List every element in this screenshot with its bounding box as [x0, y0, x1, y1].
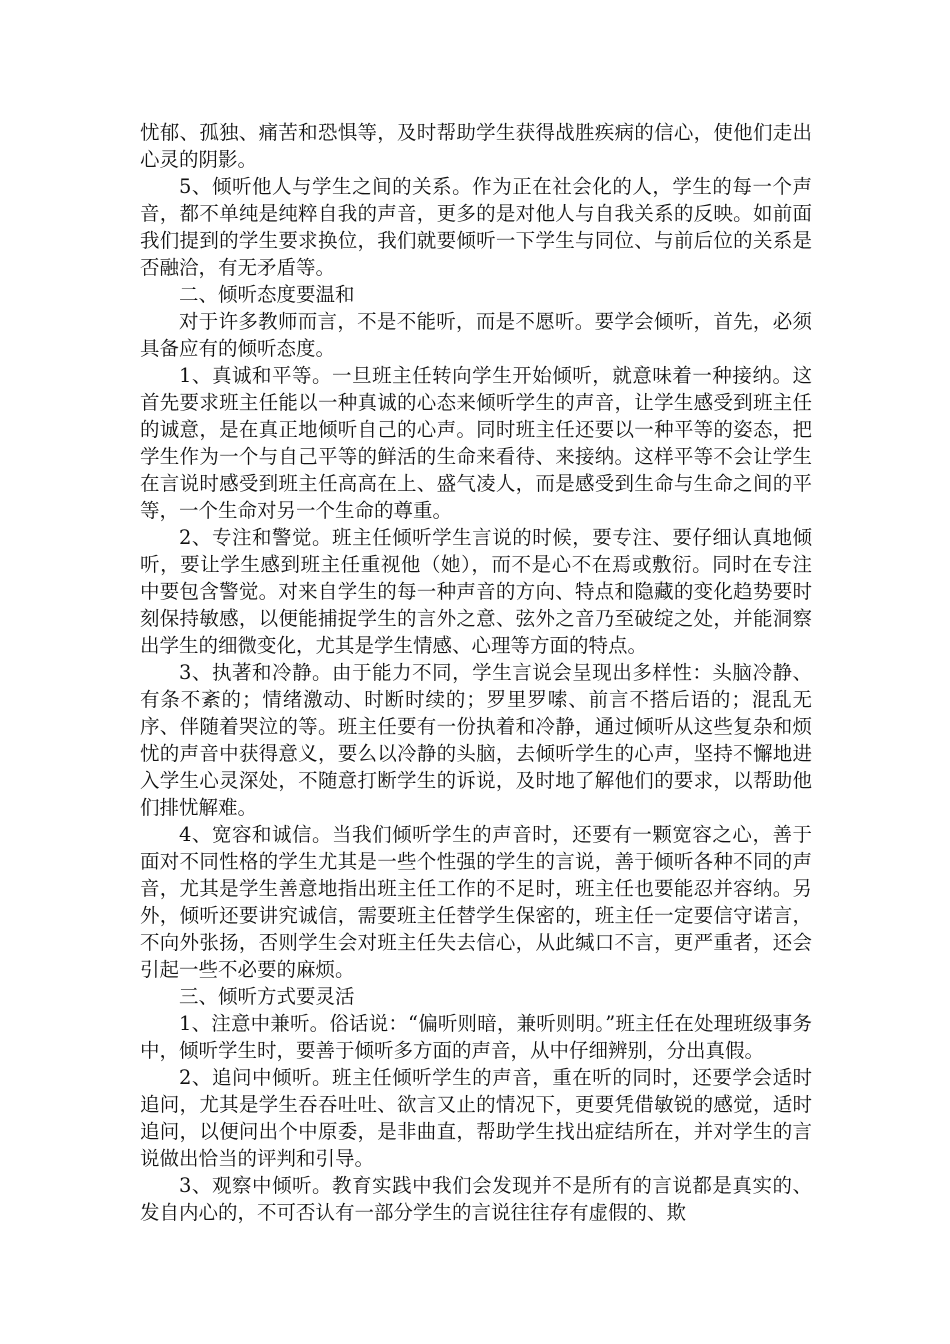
paragraph-method-1: 1、注意中兼听。俗话说：“偏听则暗，兼听则明。”班主任在处理班级事务中，倾听学生时，要善于倾听多方面的声音，从中仔细辨别，分出真假。 [140, 1012, 812, 1062]
paragraph-attitude-2: 2、专注和警觉。班主任倾听学生言说的时候，要专注、要仔细认真地倾听，要让学生感到班主任重视他（她），而不是心不在焉或敷衍。同时在专注中要包含警觉。对来自学生的每一种声音的方向、特点和隐藏的变化趋势要时刻保持敏感，以便能捕捉学生的言外之意、弦外之音乃至破绽之处，并能洞察出学生的细微变化，尤其是学生情感、心理等方面的特点。 [140, 526, 812, 657]
paragraph-continuation: 忧郁、孤独、痛苦和恐惧等，及时帮助学生获得战胜疾病的信心，使他们走出心灵的阴影。 [140, 121, 812, 171]
paragraph-method-3: 3、观察中倾听。教育实践中我们会发现并不是所有的言说都是真实的、发自内心的，不可否认有一部分学生的言说往往存有虚假的、欺 [140, 1174, 812, 1224]
paragraph-item-5: 5、倾听他人与学生之间的关系。作为正在社会化的人，学生的每一个声音，都不单纯是纯粹自我的声音，更多的是对他人与自我关系的反映。如前面我们提到的学生要求换位，我们就要倾听一下学生与同位、与前后位的关系是否融洽，有无矛盾等。 [140, 175, 812, 279]
paragraph-attitude-4: 4、宽容和诚信。当我们倾听学生的声音时，还要有一颗宽容之心，善于面对不同性格的学生尤其是一些个性强的学生的言说，善于倾听各种不同的声音，尤其是学生善意地指出班主任工作的不足时，班主任也要能忍并容纳。另外，倾听还要讲究诚信，需要班主任替学生保密的，班主任一定要信守诺言，不向外张扬，否则学生会对班主任失去信心，从此缄口不言，更严重者，还会引起一些不必要的麻烦。 [140, 823, 812, 981]
paragraph-attitude-3: 3、执著和冷静。由于能力不同，学生言说会呈现出多样性：头脑冷静、有条不紊的；情绪激动、时断时续的；罗里罗嗦、前言不搭后语的；混乱无序、伴随着哭泣的等。班主任要有一份执着和冷静，通过倾听从这些复杂和烦忧的声音中获得意义，要么以冷静的头脑，去倾听学生的心声，坚持不懈地进入学生心灵深处，不随意打断学生的诉说，及时地了解他们的要求，以帮助他们排忧解难。 [140, 661, 812, 819]
document-body [140, 119, 812, 1226]
paragraph-method-2: 2、追问中倾听。班主任倾听学生的声音，重在听的同时，还要学会适时追问，尤其是学生吞吞吐吐、欲言又止的情况下，更要凭借敏锐的感觉，适时追问，以便问出个中原委，是非曲直，帮助学生找出症结所在，并对学生的言说做出恰当的评判和引导。 [140, 1066, 812, 1170]
paragraph-intro-attitude: 对于许多教师而言，不是不能听，而是不愿听。要学会倾听，首先，必须具备应有的倾听态度。 [140, 310, 812, 360]
paragraph-attitude-1: 1、真诚和平等。一旦班主任转向学生开始倾听，就意味着一种接纳。这首先要求班主任能以一种真诚的心态来倾听学生的声音，让学生感受到班主任的诚意，是在真正地倾听自己的心声。同时班主任还要以一种平等的姿态，把学生作为一个与自己平等的鲜活的生命来看待、来接纳。这样平等不会让学生在言说时感受到班主任高高在上、盛气凌人，而是感受到生命与生命之间的平等，一个生命对另一个生命的尊重。 [140, 364, 812, 522]
section-heading-2: 二、倾听态度要温和 [179, 283, 355, 306]
section-heading-3: 三、倾听方式要灵活 [179, 985, 355, 1008]
